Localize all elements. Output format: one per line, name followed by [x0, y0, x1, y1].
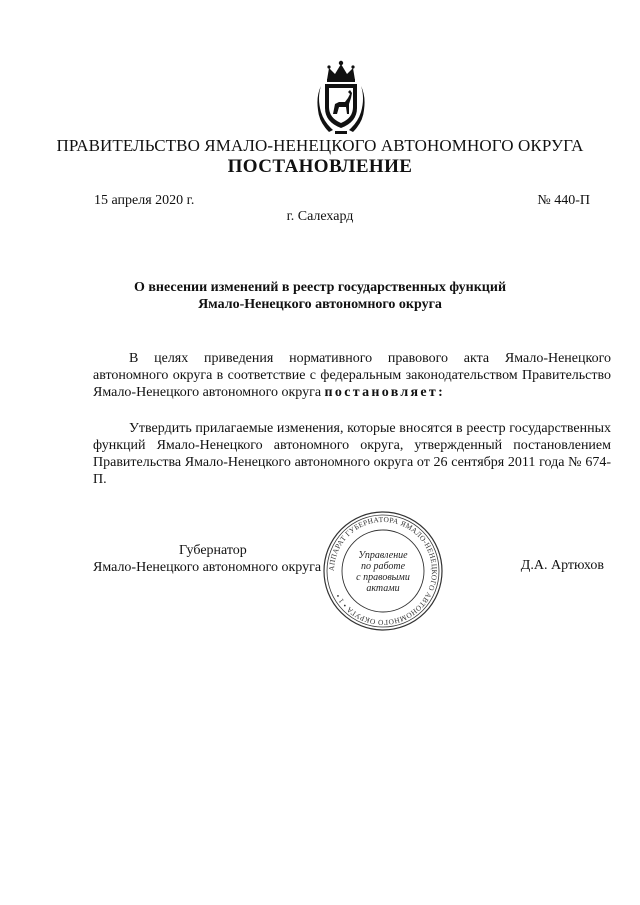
stamp-center-text [335, 550, 431, 594]
preamble-text: В целях приведения нормативного правового акта Ямало-Ненецкого автономного округа в соответствие с федеральным законодательством Правительство Ямало-Ненецкого автономного округа [93, 351, 611, 400]
signature-position [93, 542, 321, 576]
subject-line-2: Ямало-Ненецкого автономного округа [198, 297, 442, 312]
resolves-word: постановляет: [324, 385, 446, 400]
signature-position-line-1: Губернатор [179, 543, 247, 558]
paragraph-preamble [93, 350, 611, 401]
coat-of-arms-emblem [315, 58, 367, 136]
stamp-line-2: по работе [360, 561, 406, 572]
document-subject [0, 279, 640, 313]
document-city: г. Салехард [286, 209, 354, 224]
document-type: ПОСТАНОВЛЕНИЕ [227, 156, 413, 177]
signatory-name: Д.А. Артюхов [520, 558, 604, 573]
paragraph-resolution: Утвердить прилагаемые изменения, которые вносятся в реестр государственных функций Ямало-Ненецкого автономного округа, утвержденный постановлением Правительства Ямало-Ненецкого автономного округа от 26 сентября 2011 года № 674-П. [93, 421, 611, 487]
subject-line-1: О внесении изменений в реестр государственных функций [133, 280, 507, 295]
stamp-line-3: с правовыми [356, 572, 410, 583]
document-date: 15 апреля 2020 г. [94, 193, 195, 208]
document-number: № 440-П [537, 193, 590, 208]
government-title: ПРАВИТЕЛЬСТВО ЯМАЛО-НЕНЕЦКОГО АВТОНОМНОГО ОКРУГА [56, 136, 584, 155]
stamp-line-1: Управление [358, 550, 408, 561]
stamp-ring-text: АППАРАТ ГУБЕРНАТОРА ЯМАЛО-НЕНЕЦКОГО АВТОНОМНОГО ОКРУГА • 1 • [326, 514, 440, 628]
signature-position-line-2: Ямало-Ненецкого автономного округа [93, 560, 322, 575]
stamp-line-4: актами [366, 583, 400, 594]
